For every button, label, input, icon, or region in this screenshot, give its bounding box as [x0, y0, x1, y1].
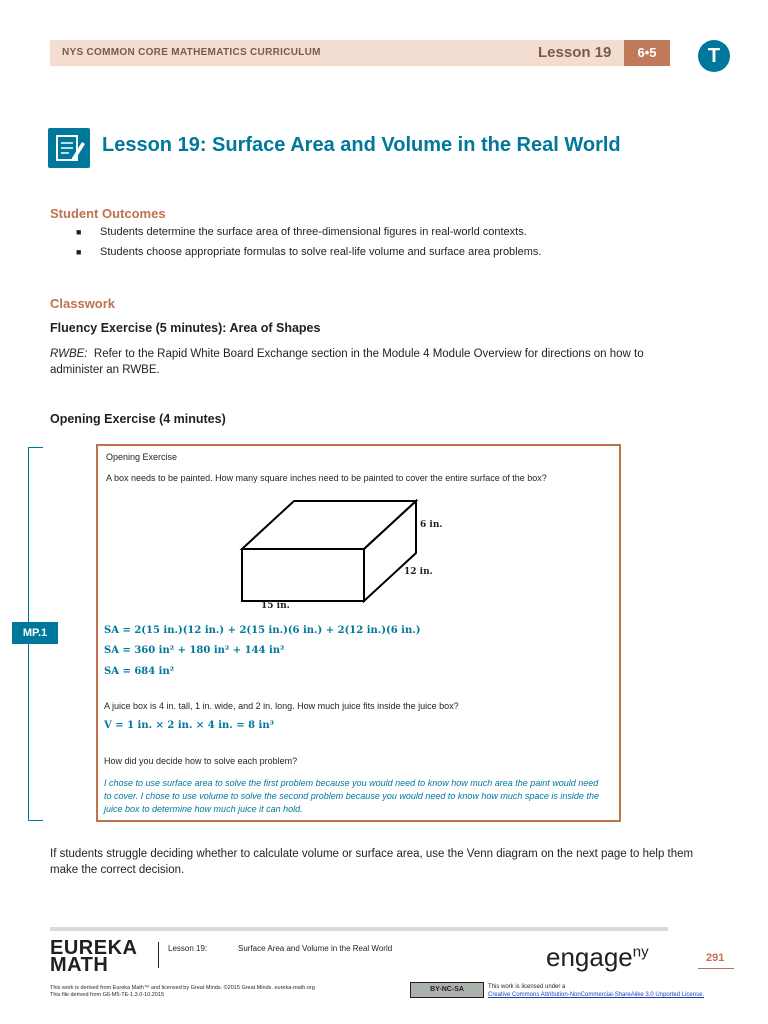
- engageny-logo: engage$^{ny}$: [546, 942, 649, 972]
- page-title: Lesson 19: Surface Area and Volume in the Real World: [102, 134, 621, 156]
- dim-width-label: 15 in.: [261, 601, 290, 611]
- outcome-item: ■ Students choose appropriate formulas to solve real-life volume and surface area problems.: [76, 246, 542, 258]
- page-number: 291: [706, 952, 725, 964]
- sa-equation-1: SA = 2(15 in.)(12 in.) + 2(15 in.)(6 in.) + 2(12 in.)(6 in.): [104, 625, 421, 636]
- teacher-badge: T: [698, 40, 730, 72]
- box-diagram: [230, 495, 450, 615]
- outcomes-heading: Student Outcomes: [50, 206, 166, 221]
- closing-paragraph: If students struggle deciding whether to calculate volume or surface area, use the Venn diagram on the next page to help them make the correct decision.: [50, 848, 694, 876]
- bullet-icon: ■: [76, 227, 82, 237]
- fluency-heading: Fluency Exercise (5 minutes): Area of Shapes: [50, 321, 321, 335]
- mp-badge: MP.1: [12, 622, 58, 644]
- exercise-question-1: A box needs to be painted. How many square inches need to be painted to cover the entire surface of the box?: [106, 473, 547, 483]
- exercise-answer: I chose to use surface area to solve the first problem because you would need to know how much area the paint would need to cover. I chose to use volume to solve the second problem because you would need to know how much space is inside the juice box to determine how much juice it can hold.: [104, 778, 599, 814]
- footer-lesson-title: Surface Area and Volume in the Real World: [238, 944, 393, 953]
- exercise-title: Opening Exercise: [106, 452, 178, 462]
- exercise-question-2: A juice box is 4 in. tall, 1 in. wide, and 2 in. long. How much juice fits inside the juice box?: [104, 701, 459, 711]
- license-text: This work is licensed under a Creative Commons Attribution-NonCommercial-ShareAlike 3.0 Unported License.: [488, 984, 705, 998]
- volume-equation: V = 1 in. × 2 in. × 4 in. = 8 in³: [104, 720, 274, 731]
- dim-height-label: 6 in.: [420, 520, 443, 530]
- rwbe-paragraph: RWBE: Refer to the Rapid White Board Exchange section in the Module 4 Module Overview for directions on how to administer an RWBE.: [50, 348, 644, 376]
- cc-license-icon[interactable]: BY-NC-SA: [410, 982, 484, 998]
- outcome-item: ■ Students determine the surface area of three-dimensional figures in real-world contexts.: [76, 226, 527, 238]
- header-lesson: Lesson 19: [538, 44, 612, 61]
- curriculum-label: NYS COMMON CORE MATHEMATICS CURRICULUM: [62, 47, 321, 58]
- footer-rule: [50, 927, 668, 931]
- opening-heading: Opening Exercise (4 minutes): [50, 412, 226, 426]
- classwork-heading: Classwork: [50, 296, 116, 311]
- grade-module-badge: 6•5: [624, 40, 670, 66]
- dim-depth-label: 12 in.: [404, 567, 433, 577]
- bullet-icon: ■: [76, 247, 82, 257]
- eureka-math-logo: EUREKA MATH: [50, 937, 138, 976]
- sa-equation-2: SA = 360 in² + 180 in² + 144 in²: [104, 645, 285, 656]
- footer-lesson: Lesson 19:: [168, 944, 208, 953]
- lesson-notebook-icon: [48, 128, 90, 168]
- footer-credit: This work is derived from Eureka Math™ and licensed by Great Minds. ©2015 Great Minds. eureka-math.org This file derived from G6-M5-TE-1.3.0-10.2015: [50, 985, 315, 998]
- footer-separator: [158, 942, 159, 968]
- exercise-question-3: How did you decide how to solve each problem?: [104, 756, 298, 766]
- sa-equation-3: SA = 684 in²: [104, 666, 175, 677]
- license-link[interactable]: Creative Commons Attribution-NonCommercial-ShareAlike 3.0 Unported License.: [488, 992, 705, 998]
- page-number-rule: [698, 968, 734, 969]
